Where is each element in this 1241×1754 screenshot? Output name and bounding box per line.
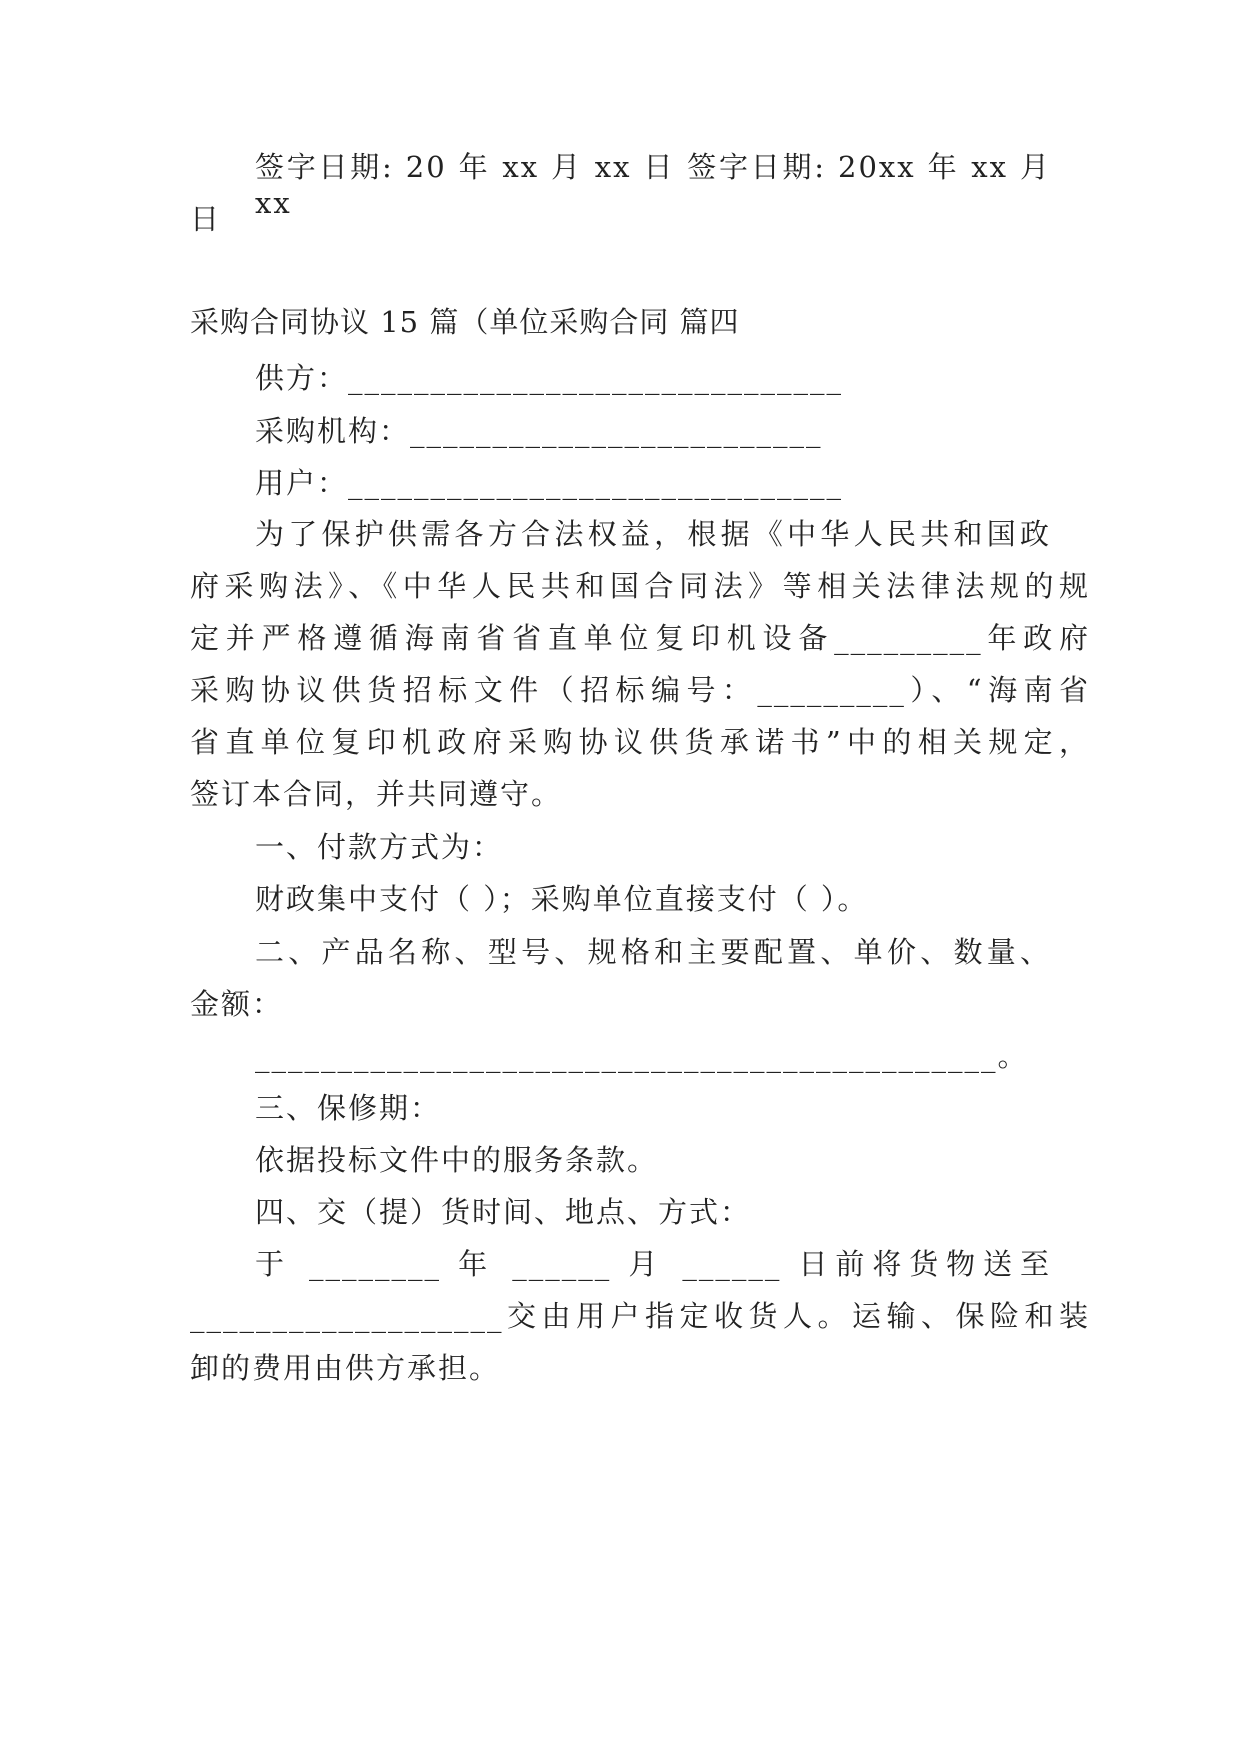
preamble-line: 签订本合同，并共同遵守。 xyxy=(190,777,563,811)
preamble-line: 为了保护供需各方合法权益，根据《中华人民共和国政 xyxy=(255,517,1051,551)
clause-4-body-line: ___________________交由用户指定收货人。运输、保险和装 xyxy=(190,1299,1090,1333)
clause-4-body-line: 于 ________ 年 ______ 月 ______ 日前将货物送至 xyxy=(255,1247,1051,1281)
purchasing-agency-field: 采购机构：_________________________ xyxy=(255,414,823,448)
user-field: 用户：______________________________ xyxy=(255,466,844,500)
clause-1-body: 财政集中支付（ ）；采购单位直接支付（ ）。 xyxy=(255,882,869,916)
preamble-line: 省直单位复印机政府采购协议供货承诺书”中的相关规定， xyxy=(190,725,1090,759)
clause-4-heading: 四、交（提）货时间、地点、方式： xyxy=(255,1195,752,1229)
preamble-line: 定并严格遵循海南省省直单位复印机设备_________年政府 xyxy=(190,621,1090,655)
preamble-line: 采购协议供货招标文件（招标编号：_________）、“海南省 xyxy=(190,673,1090,707)
clause-1-heading: 一、付款方式为： xyxy=(255,830,504,864)
clause-4-body-line: 卸的费用由供方承担。 xyxy=(190,1351,501,1385)
sign-date-line-continued: 日 xyxy=(190,202,222,236)
clause-2-blank: _____________________________________________。 xyxy=(255,1039,1029,1073)
section-title: 采购合同协议 15 篇（单位采购合同 篇四 xyxy=(190,305,740,339)
clause-3-heading: 三、保修期： xyxy=(255,1091,442,1125)
preamble-line: 府采购法》、《中华人民共和国合同法》等相关法律法规的规 xyxy=(190,569,1090,603)
clause-2-heading: 二、产品名称、型号、规格和主要配置、单价、数量、 xyxy=(255,935,1051,969)
sign-date-line: 签字日期: 20 年 xx 月 xx 日 签字日期: 20xx 年 xx 月 xx xyxy=(255,150,1051,220)
clause-3-body: 依据投标文件中的服务条款。 xyxy=(255,1143,659,1177)
clause-2-heading-continued: 金额： xyxy=(190,987,284,1021)
supplier-field: 供方：______________________________ xyxy=(255,361,844,395)
